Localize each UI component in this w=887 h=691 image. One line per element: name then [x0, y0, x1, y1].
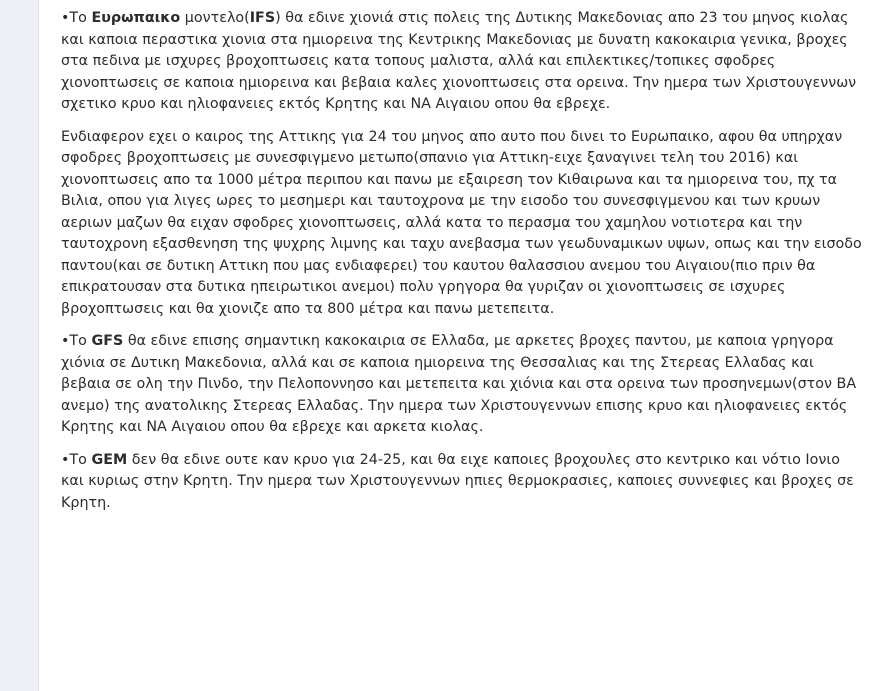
model-name-gfs: GFS: [91, 333, 124, 349]
paragraph-text: μοντελο(: [180, 10, 250, 26]
paragraph-text: δεν θα εδινε ουτε καν κρυο για 24-25, και θα ειχε καποιες βροχουλες στο κεντρικο και νότιο Ιονιο και κυριως στην Κρητη. Την ημερα των Χριστουγεννων ηπιες θερμοκρασιες, καποιες συννεφιες και βροχες σε Κρητη.: [61, 451, 854, 511]
paragraph-text: θα εδινε επισης σημαντικη κακοκαιρια σε Ελλαδα, με αρκετες βροχες παντου, με καποια γρηγορα χιόνια σε Δυτικη Μακεδονια, αλλά και σε καποια ημιορεινα της Θεσσαλιας και της Στερεας Ελλαδας και βεβαια σε ολη την Πινδο, την Πελοποννησο και μετεπειτα και χιόνια και στα ορεινα των προσηνεμων(στον ΒΑ ανεμο) της ανατολικης Στερεας Ελλαδας. Την ημερα των Χριστουγεννων επισης κρυο και ηλιοφανειες εκτός Κρητης και ΝΑ Αιγαιου οπου θα εβρεχε και αρκετα κιολας.: [61, 333, 857, 435]
paragraph-gem: [61, 450, 867, 515]
model-name-ecmwf: Ευρωπαικο: [91, 10, 181, 26]
forum-post-body: [38, 0, 887, 691]
model-name-ifs: IFS: [249, 10, 276, 26]
model-name-gem: GEM: [91, 451, 128, 468]
paragraph-ifs: [61, 8, 867, 116]
bullet-intro-text: •Το: [61, 451, 92, 468]
paragraph-attica: [61, 127, 867, 321]
bullet-intro-text: •Το: [61, 333, 92, 349]
bullet-intro-text: •Το: [61, 10, 92, 26]
paragraph-text: ) θα εδινε χιονιά στις πολεις της Δυτικης Μακεδονιας απο 23 του μηνος κιολας και καποια περαστικα χιονια στα ημιορεινα της Κεντρικης Μακεδονιας με δυνατη κακοκαιρια γενικα, βροχες στα πεδινα με ισχυρες βροχοπτωσεις κατα τοπους μαλιστα, αλλά και επιλεκτικες/τοπικες σφοδρες χιονοπτωσεις σε καποια ημιορεινα και βεβαια καλες χιονοπτωσεις στα ορεινα. Την ημερα των Χριστουγεννων σχετικο κρυο και ηλιοφανειες εκτός Κρητης και ΝΑ Αιγαιου οπου θα εβρεχε.: [61, 10, 857, 112]
paragraph-gfs: [61, 331, 867, 439]
paragraph-text: Ενδιαφερον εχει ο καιρος της Αττικης για 24 του μηνος απο αυτο που δινει το Ευρωπαικο, αφου θα υπηρχαν σφοδρες βροχοπτωσεις με συνεσφιγμενο μετωπο(σπανιο για Αττικη-ειχε ξαναγινει τελη του 2016) και χιονοπτωσεις απο τα 1000 μέτρα περιπου και πανω με εξαιρεση τον Κιθαιρωνα και τα ημιορεινα του, πχ τα Βιλια, οπου για λιγες ωρες το μεσημερι και ταυτοχρονα με την εισοδο του συνεσφιγμενου και των κρυων αεριων μαζων θα ειχαν σφοδρες χιονοπτωσεις, αλλά κατα το περασμα του χαμηλου νοτιοτερα και την ταυτοχρονη εξασθενηση της ψυχρης λιμνης και ταχυ ανεβασμα των γεωδυναμικων υψων, οπως και την εισοδο παντου(και σε δυτικη Αττικη που μας ενδιαφερει) του καυτου θαλασσιου ανεμου του Αιγαιου(πιο πριν θα επικρατουσαν στα δυτικα ηπειρωτικοι ανεμοι) πολυ γρηγορα θα γυριζαν οι χιονοπτωσεις σε ισχυρες βροχοπτωσεις και θα χιονιζε απο τα 800 μέτρα και πανω μετεπειτα.: [61, 128, 862, 317]
